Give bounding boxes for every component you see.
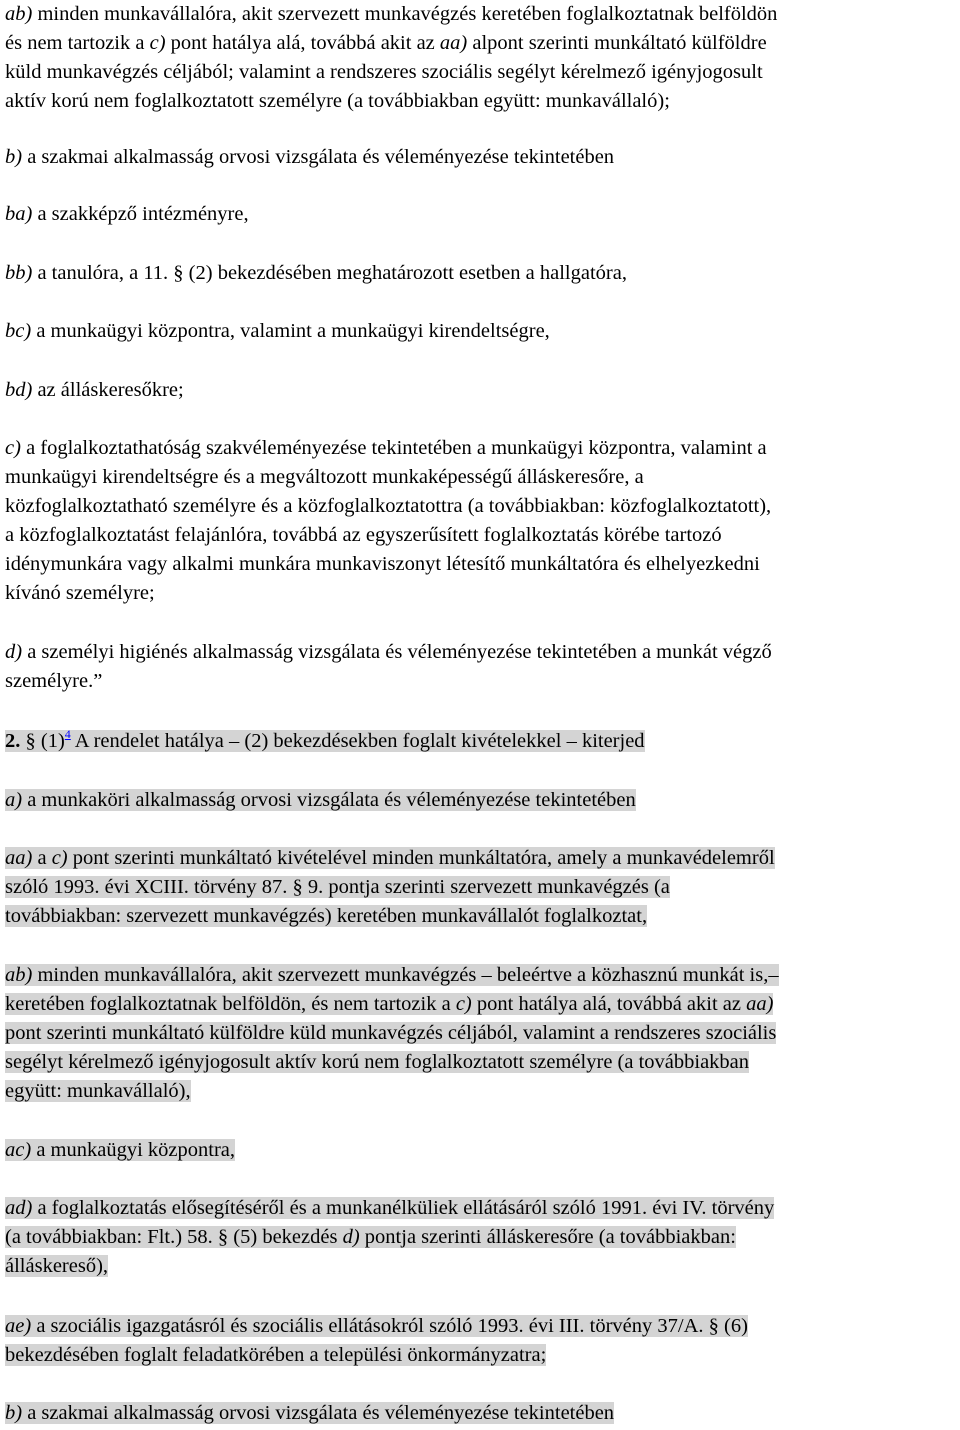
text-line (5, 1136, 235, 1165)
text-line (5, 873, 775, 902)
text-segment: a szakmai alkalmasság orvosi vizsgálata és véleményezése tekintetében (22, 146, 615, 168)
text-line (5, 638, 772, 667)
highlighted-text (5, 1139, 235, 1161)
paragraph-ba (5, 200, 249, 229)
highlighted-text (5, 789, 636, 811)
highlighted-text: továbbiakban: szervezett munkavégzés) keretében munkavállalót foglalkoztat, (5, 905, 648, 927)
text-line (5, 727, 645, 756)
paragraph-ab (5, 961, 779, 1106)
highlighted-text: álláskereső), (5, 1255, 109, 1277)
item-label: aa) (746, 993, 774, 1015)
item-label: ae) (5, 1315, 32, 1337)
text-segment: a szociális igazgatásról és szociális ellátásokról szóló 1993. évi III. törvény 37/A. § (6) (31, 1315, 748, 1337)
text-line (5, 844, 775, 873)
text-segment: pont hatálya alá, továbbá akit az (165, 32, 440, 54)
item-label: d) (342, 1226, 360, 1248)
text-line (5, 317, 550, 346)
text-line (5, 200, 249, 229)
highlighted-text (5, 1197, 774, 1219)
text-segment: pont szerinti munkáltató kivételével minden munkáltatóra, amely a munkavédelemről (67, 847, 775, 869)
item-label: c) (5, 437, 21, 459)
paragraph-c (5, 434, 771, 608)
item-label: b) (5, 1402, 23, 1424)
text-line (5, 902, 775, 931)
highlighted-text (5, 1315, 748, 1337)
text-segment: a foglalkoztatás elősegítéséről és a munkanélküliek ellátásáról szóló 1991. évi IV. törvény (32, 1197, 775, 1219)
text-line (5, 1252, 774, 1281)
item-label: c) (149, 32, 166, 54)
text-segment: a tanulóra, a 11. § (2) bekezdésében meghatározott esetben a hallgatóra, (32, 262, 627, 284)
text-line (5, 0, 777, 29)
section-2-heading (5, 727, 645, 756)
item-label: bc) (5, 320, 32, 342)
text-line (5, 29, 777, 58)
item-label: ad) (5, 1197, 33, 1219)
text-line (5, 1048, 779, 1077)
text-line: a közfoglalkoztatást felajánlóra, továbbá az egyszerűsített foglalkoztatás körébe tartozó (5, 524, 722, 546)
section-number: 2. (5, 730, 21, 752)
highlighted-text (5, 727, 645, 752)
footnote-link[interactable]: 4 (64, 727, 71, 741)
text-line (5, 143, 614, 172)
highlighted-text: bekezdésében foglalt feladatkörében a települési önkormányzatra; (5, 1344, 547, 1366)
text-line (5, 961, 779, 990)
text-segment: minden munkavállalóra, akit szervezett munkavégzés – beleértve a közhasznú munkát is,– (32, 964, 779, 986)
highlighted-text: együtt: munkavállaló), (5, 1080, 191, 1102)
text-line (5, 1399, 614, 1428)
text-segment: A rendelet hatálya – (2) bekezdésekben foglalt kivételekkel – kiterjed (70, 730, 645, 752)
item-label: c) (51, 847, 68, 869)
text-segment: pont hatálya alá, továbbá akit az (471, 993, 747, 1015)
highlighted-text: pont szerinti munkáltató külföldre küld munkavégzés céljából, valamint a rendszeres szociális (5, 1022, 777, 1044)
text-line: aktív korú nem foglalkoztatott személyre (a továbbiakban együtt: munkavállaló); (5, 90, 670, 112)
text-line (5, 376, 184, 405)
paragraph-ad (5, 1194, 774, 1281)
text-segment: a munkaügyi központra, valamint a munkaügyi kirendeltségre, (31, 320, 550, 342)
item-label: bb) (5, 262, 33, 284)
text-segment: és nem tartozik a (5, 32, 150, 54)
paragraph-a (5, 786, 636, 815)
text-segment: pontja szerinti álláskeresőre (a továbbiakban: (359, 1226, 736, 1248)
text-line (5, 1341, 748, 1370)
text-segment: § (1) (20, 730, 65, 752)
text-line: kívánó személyre; (5, 582, 155, 604)
paragraph-bd (5, 376, 184, 405)
item-label: bd) (5, 379, 33, 401)
item-label: aa) (5, 847, 33, 869)
text-line (5, 1077, 779, 1106)
text-line: idénymunkára vagy alkalmi munkára munkaviszonyt létesítő munkáltatóra és elhelyezkedni (5, 553, 760, 575)
text-segment: a szakmai alkalmasság orvosi vizsgálata és véleményezése tekintetében (22, 1402, 615, 1424)
item-label: ab) (5, 3, 33, 25)
text-segment: az álláskeresőkre; (32, 379, 184, 401)
highlighted-text: segélyt kérelmező igényjogosult aktív korú nem foglalkoztatott személyre (a továbbiakban (5, 1051, 750, 1073)
text-line: személyre.” (5, 670, 103, 692)
highlighted-text (5, 1402, 614, 1424)
text-segment: a foglalkoztathatóság szakvéleményezése tekintetében a munkaügyi központra, valamint a (20, 437, 767, 459)
paragraph-aa (5, 844, 775, 931)
highlighted-text (5, 847, 775, 869)
highlighted-text (5, 964, 779, 986)
text-segment: a munkaköri alkalmasság orvosi vizsgálata és véleményezése tekintetében (22, 789, 636, 811)
paragraph-d (5, 638, 772, 696)
text-line: közfoglalkoztatható személyre és a közfoglalkoztatottra (a továbbiakban: közfoglalkoztatott), (5, 495, 772, 517)
item-label: ac) (5, 1139, 32, 1161)
text-segment: alpont szerinti munkáltató külföldre (467, 32, 767, 54)
paragraph-b-second (5, 1399, 614, 1428)
highlighted-text (5, 993, 773, 1015)
text-segment: a munkaügyi központra, (31, 1139, 235, 1161)
text-line (5, 1223, 774, 1252)
text-line (5, 434, 771, 463)
text-segment: a (32, 847, 52, 869)
text-line: küld munkavégzés céljából; valamint a rendszeres szociális segélyt kérelmező igényjogosult (5, 61, 763, 83)
paragraph-bb (5, 259, 627, 288)
item-label: d) (5, 641, 23, 663)
item-label: b) (5, 146, 23, 168)
paragraph-ab-previous (5, 0, 777, 116)
text-segment: keretében foglalkoztatnak belföldön, és nem tartozik a (5, 993, 456, 1015)
footnote-marker (65, 727, 71, 741)
paragraph-ae (5, 1312, 748, 1370)
item-label: aa) (439, 32, 468, 54)
text-line (5, 1194, 774, 1223)
text-segment: a személyi higiénés alkalmasság vizsgálata és véleményezése tekintetében a munkát végző (22, 641, 772, 663)
item-label: ab) (5, 964, 33, 986)
text-segment: minden munkavállalóra, akit szervezett munkavégzés keretében foglalkoztatnak belföldön (32, 3, 778, 25)
text-line (5, 259, 627, 288)
text-line (5, 990, 779, 1019)
paragraph-ac (5, 1136, 235, 1165)
text-segment: (a továbbiakban: Flt.) 58. § (5) bekezdés (5, 1226, 343, 1248)
text-line (5, 1019, 779, 1048)
text-segment: a szakképző intézményre, (32, 203, 249, 225)
paragraph-b (5, 143, 614, 172)
paragraph-bc (5, 317, 550, 346)
text-line (5, 1312, 748, 1341)
item-label: a) (5, 789, 23, 811)
text-line (5, 786, 636, 815)
item-label: c) (455, 993, 472, 1015)
text-line: munkaügyi kirendeltségre és a megváltozott munkaképességű álláskeresőre, a (5, 466, 644, 488)
item-label: ba) (5, 203, 33, 225)
highlighted-text: szóló 1993. évi XCIII. törvény 87. § 9. pontja szerinti szervezett munkavégzés (a (5, 876, 670, 898)
highlighted-text (5, 1226, 736, 1248)
